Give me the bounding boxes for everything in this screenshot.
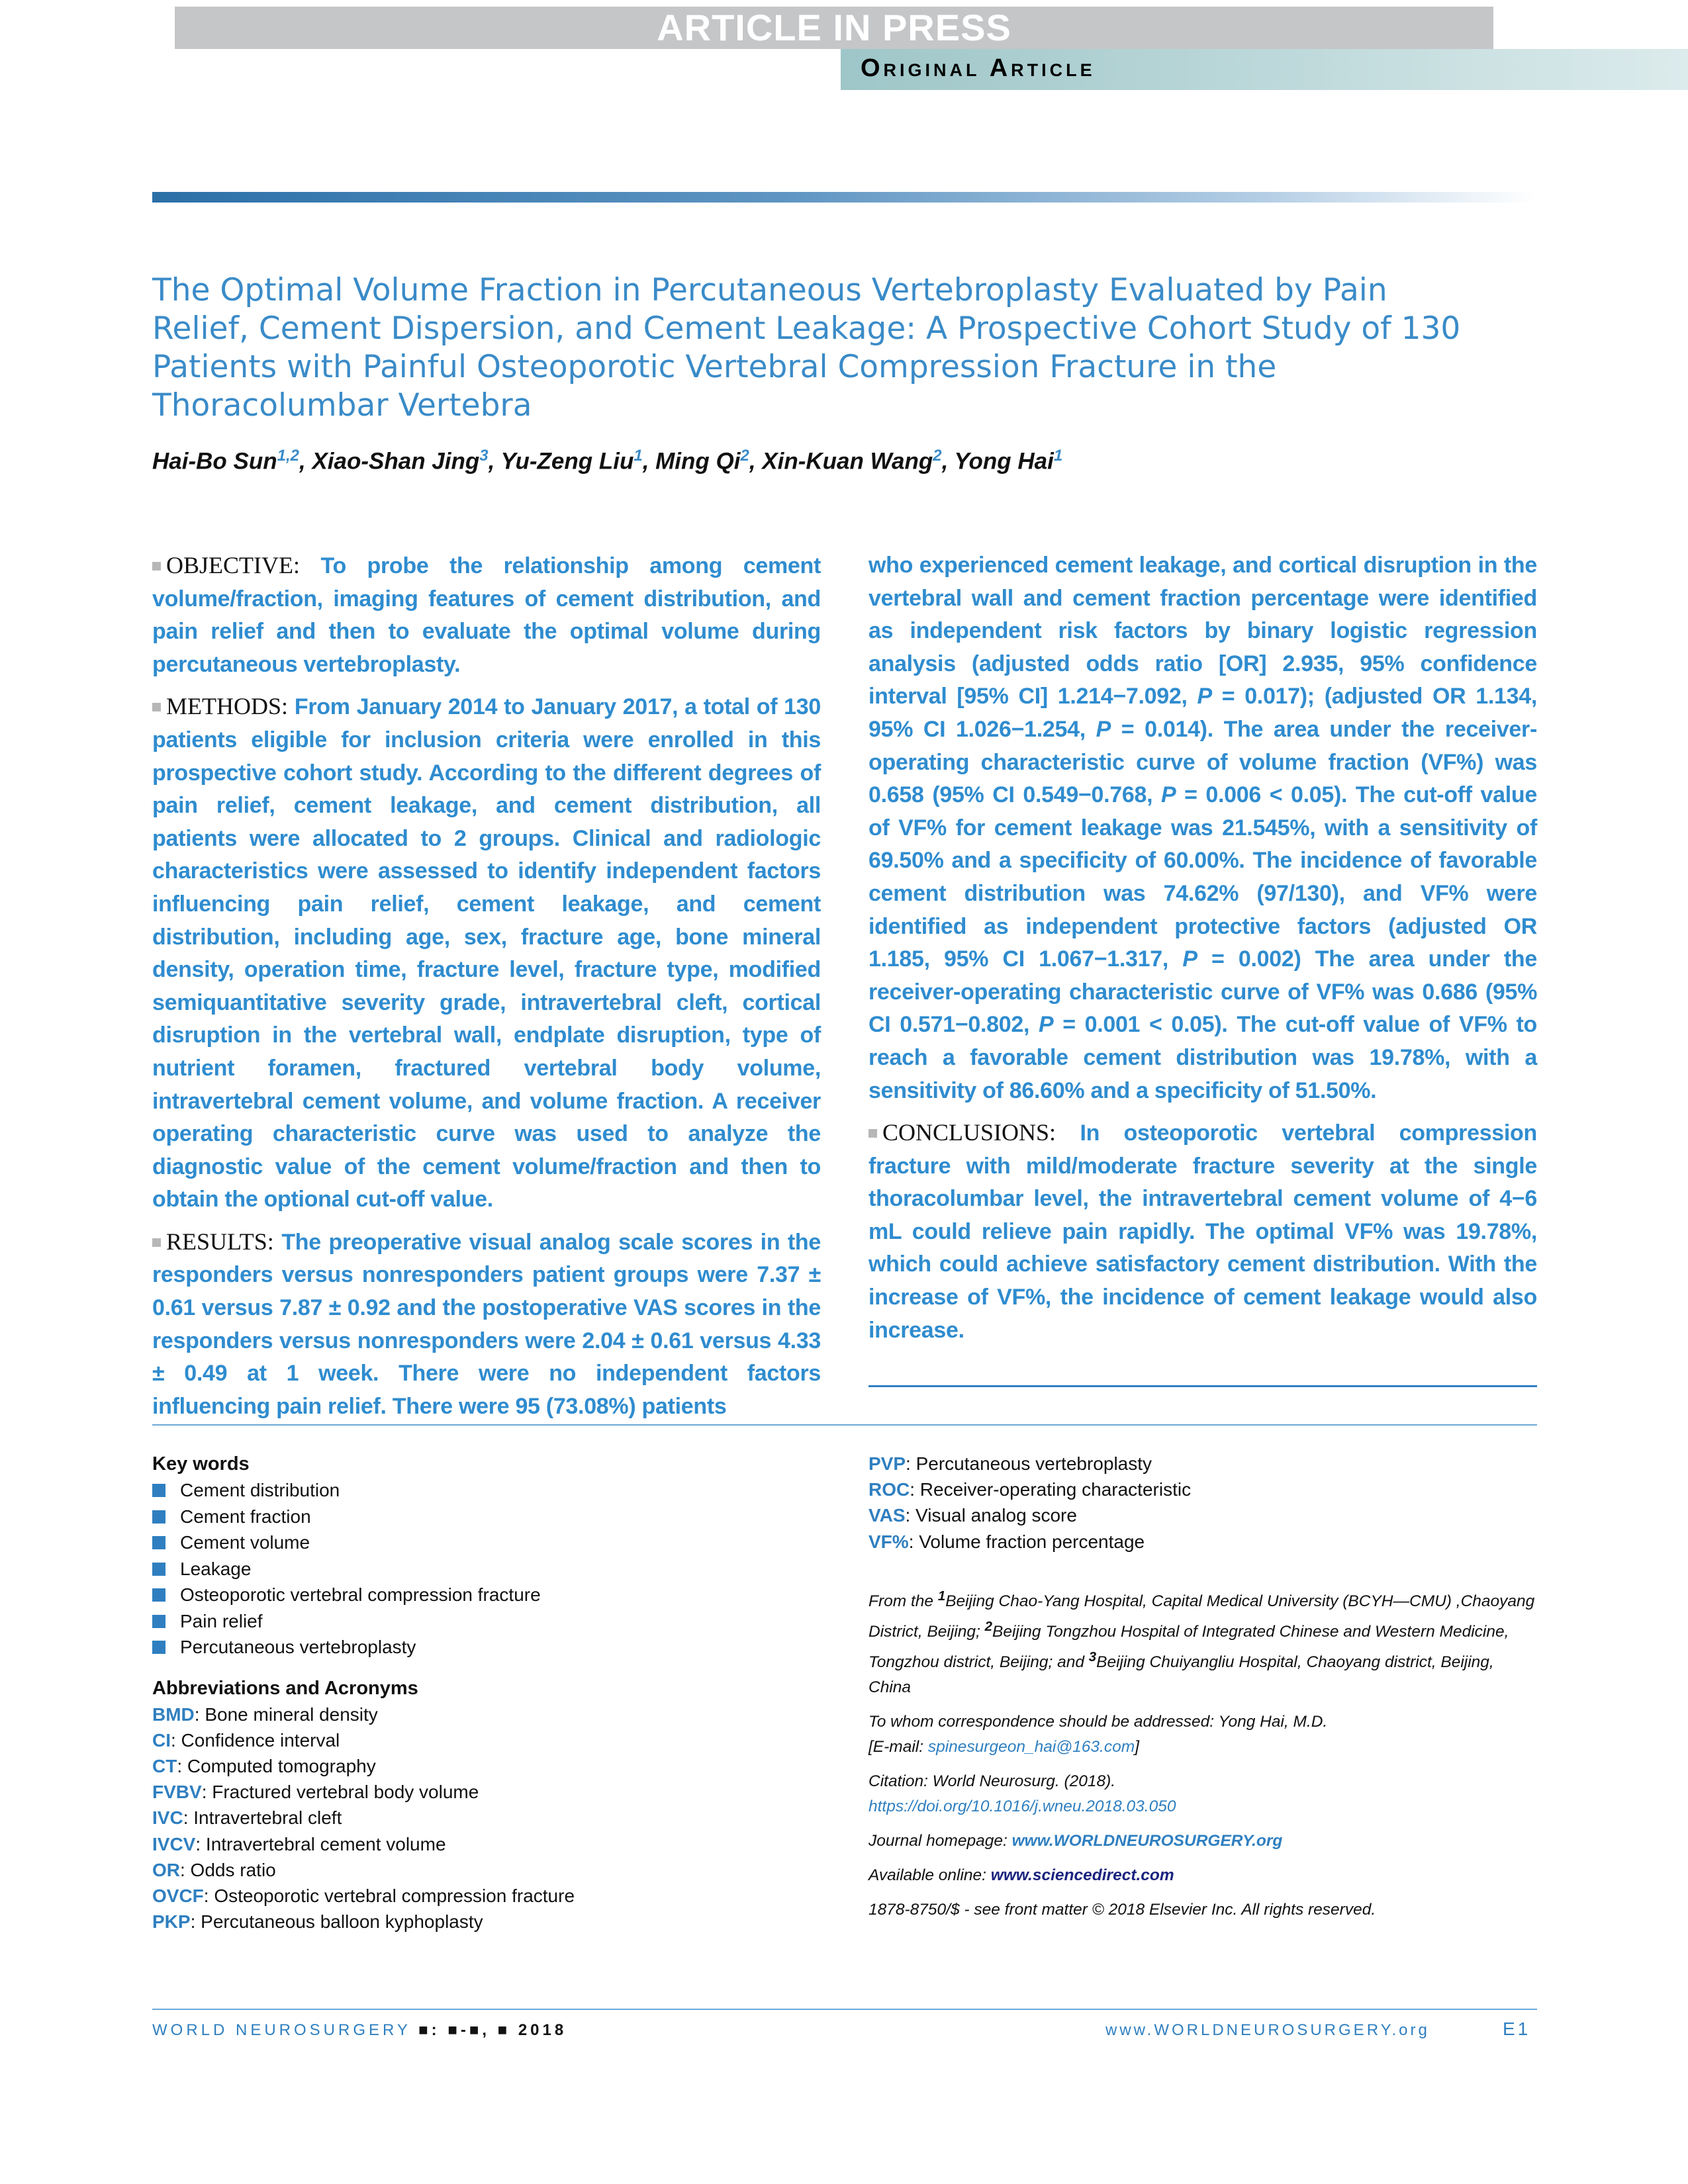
header-rule — [152, 192, 1536, 203]
abbreviation-value: : Percutaneous balloon kyphoplasty — [190, 1911, 483, 1933]
author-affiliation: 1 — [1053, 447, 1063, 465]
keyword-item — [152, 1582, 814, 1608]
bullet-square-icon — [152, 1615, 165, 1628]
issue-info: ■: ■-■, ■ 2018 — [418, 2021, 567, 2039]
abbreviation-item — [152, 1883, 814, 1909]
keyword-item — [152, 1556, 814, 1582]
results-text: = 0.014). The area under the receiver-operating characteristic curve of volume fraction (VF%) was 0.658 (95% CI 0.549−0.768, — [868, 716, 1537, 808]
email-prefix: [E-mail: — [868, 1738, 924, 1756]
keywords-heading: Key words — [152, 1453, 250, 1475]
p-symbol: P — [1182, 946, 1197, 972]
abbreviation-key: VF% — [868, 1531, 909, 1552]
abbreviation-key: IVCV — [152, 1833, 196, 1854]
citation-note — [868, 1769, 1537, 1819]
abbreviation-value: : Intravertebral cleft — [183, 1807, 342, 1829]
keyword-item — [152, 1608, 814, 1635]
abbreviation-key: CI — [152, 1729, 171, 1751]
results-label: RESULTS: — [166, 1228, 274, 1255]
abbreviation-key: PKP — [152, 1911, 191, 1933]
abbreviation-value: : Receiver-operating characteristic — [910, 1479, 1192, 1500]
objective-label: OBJECTIVE: — [166, 552, 300, 578]
abbreviation-value: : Visual analog score — [905, 1505, 1077, 1526]
affiliation-number: 1 — [937, 1588, 946, 1604]
abbreviation-key: OR — [152, 1859, 180, 1880]
author-affiliation: 1 — [633, 447, 643, 465]
abbreviation-item — [152, 1831, 814, 1857]
footer-site[interactable]: www.WORLDNEUROSURGERY.org — [1105, 2021, 1430, 2039]
abbreviation-value: : Odds ratio — [180, 1859, 276, 1880]
author-affiliation: 2 — [933, 447, 942, 465]
conclusions-label: CONCLUSIONS: — [882, 1119, 1056, 1146]
bullet-square-icon — [868, 1129, 877, 1138]
abbreviation-value: : Volume fraction percentage — [908, 1531, 1145, 1552]
abbreviation-key: IVC — [152, 1807, 183, 1829]
objective-text: To probe the relationship among cement volume/fraction, imaging features of cement distribution, and pain relief and then to evaluate the optimal volume during percutaneous vertebroplasty. — [152, 553, 821, 677]
abstract-methods — [152, 690, 821, 1216]
abbreviation-value: : Fractured vertebral body volume — [201, 1782, 479, 1803]
abbreviation-key: OVCF — [152, 1885, 204, 1906]
results-text: who experienced cement leakage, and cortical disruption in the vertebral wall and cement fraction percentage were identified as independent risk factors by binary logistic regression analysis (adjusted odds ratio [OR] 2.935, 95% confidence interval [95% CI] 1.214−7.092, — [868, 553, 1537, 709]
abbreviation-key: FVBV — [152, 1782, 202, 1803]
abbreviation-value: : Confidence interval — [171, 1729, 340, 1751]
author: Hai-Bo Sun — [152, 448, 277, 475]
abbreviation-item — [152, 1727, 814, 1753]
bullet-square-icon — [152, 1510, 165, 1524]
p-symbol: P — [1096, 716, 1111, 742]
article-in-press-banner: ARTICLE IN PRESS — [175, 7, 1493, 49]
section-label: Original Article — [861, 54, 1096, 82]
abbreviation-key: PVP — [868, 1453, 906, 1474]
abbreviation-item — [868, 1502, 1537, 1528]
affiliation-text: Beijing Chuiyangliu Hospital, Chaoyang district, Beijing, China — [868, 1653, 1494, 1697]
page-number: E1 — [1503, 2019, 1531, 2039]
abstract-results — [152, 1226, 821, 1424]
abbreviation-value: : Osteoporotic vertebral compression fracture — [203, 1885, 575, 1906]
bullet-square-icon — [152, 1641, 165, 1654]
abbreviation-key: BMD — [152, 1704, 195, 1725]
abbreviations-footnotes — [868, 1451, 1537, 1932]
affiliation-text: Beijing Tongzhou Hospital of Integrated Chinese and Western Medicine, Tongzhou district, Beijing; and — [868, 1623, 1509, 1672]
doi-link[interactable]: https://doi.org/10.1016/j.wneu.2018.03.050 — [868, 1797, 1176, 1816]
available-note — [868, 1863, 1537, 1888]
abstract-left-column — [152, 549, 821, 1432]
correspondence-note — [868, 1709, 1537, 1760]
author: Ming Qi — [655, 448, 741, 475]
bullet-square-icon — [152, 1588, 165, 1602]
results-text: The preoperative visual analog scale scores in the responders versus nonresponders patient groups were 7.37 ± 0.61 versus 7.87 ± 0.92 and the postoperative VAS scores in the responders versus nonresponders were 2.04 ± 0.61 versus 4.33 ± 0.49 at 1 week. There were no independent factors influencing pain relief. There were 95 (73.08%) patients — [152, 1229, 821, 1419]
author-affiliation: 2 — [740, 447, 749, 465]
abstract-results-continued — [868, 549, 1537, 1107]
methods-label: METHODS: — [166, 693, 289, 720]
footer-rule — [152, 2009, 1537, 2010]
abbreviation-item — [152, 1857, 814, 1883]
keyword-text: Osteoporotic vertebral compression fracture — [180, 1584, 541, 1605]
keyword-text: Pain relief — [180, 1610, 263, 1631]
bullet-square-icon — [152, 1484, 165, 1497]
abbreviation-item — [152, 1702, 814, 1727]
author-list — [152, 439, 1476, 478]
abbreviation-item — [152, 1909, 814, 1934]
abbreviation-item — [152, 1753, 814, 1779]
p-symbol: P — [1038, 1012, 1054, 1038]
author-separator: , — [749, 448, 763, 475]
abbreviation-value: : Computed tomography — [177, 1755, 376, 1776]
abstract-objective — [152, 549, 821, 681]
author-separator: , — [488, 448, 501, 475]
keyword-list — [152, 1477, 814, 1661]
homepage-link[interactable]: www.WORLDNEUROSURGERY.org — [1011, 1832, 1283, 1850]
abbreviation-item — [868, 1451, 1537, 1477]
abbreviation-item — [868, 1477, 1537, 1502]
keyword-item — [152, 1529, 814, 1556]
abbreviations-heading: Abbreviations and Acronyms — [152, 1677, 418, 1699]
author: Xin-Kuan Wang — [762, 448, 933, 475]
keywords-abbreviations — [152, 1451, 814, 1934]
results-text: = 0.002) The area under the receiver-operating characteristic curve of VF% was 0.686 (95% CI 0.571−0.802, — [868, 946, 1537, 1038]
abstract-right-column — [868, 549, 1537, 1356]
affiliation-number: 2 — [984, 1619, 992, 1634]
email-suffix: ] — [1135, 1738, 1139, 1756]
citation-text: Citation: World Neurosurg. (2018). — [868, 1772, 1116, 1791]
results-text: = 0.001 < 0.05). The cut-off value of VF% to reach a favorable cement distribution was 19.78%, with a sensitivity of 86.60% and a specificity of 51.50%. — [868, 1012, 1537, 1103]
abbreviation-item — [868, 1529, 1537, 1555]
keyword-text: Cement fraction — [180, 1506, 311, 1527]
sciencedirect-link[interactable]: www.sciencedirect.com — [990, 1866, 1174, 1885]
p-symbol: P — [1197, 684, 1212, 709]
keyword-text: Cement distribution — [180, 1480, 340, 1500]
homepage-label: Journal homepage: — [868, 1832, 1008, 1850]
keyword-text: Leakage — [180, 1558, 252, 1579]
abstract-end-rule — [868, 1385, 1537, 1387]
abbreviation-key: CT — [152, 1755, 177, 1776]
results-text: = 0.017); (adjusted OR 1.134, 95% CI 1.026−1.254, — [868, 684, 1537, 742]
author-separator: , — [941, 448, 955, 475]
abbreviation-value: : Intravertebral cement volume — [195, 1833, 446, 1854]
author-separator: , — [299, 448, 312, 475]
keyword-item — [152, 1477, 814, 1504]
abstract-conclusions — [868, 1116, 1537, 1347]
abbreviation-key: VAS — [868, 1505, 906, 1526]
keyword-item — [152, 1504, 814, 1530]
article-title: The Optimal Volume Fraction in Percutaneous Vertebroplasty Evaluated by Pain Relief, Cement Dispersion, and Cement Leakage: A Prospective Cohort Study of 130 Patients with Painful Osteoporotic Vertebral Compression Fracture in the Thoracolumbar Vertebra — [152, 272, 1461, 424]
journal-name: WORLD NEUROSURGERY — [152, 2021, 411, 2039]
email-link[interactable]: spinesurgeon_hai@163.com — [927, 1738, 1135, 1756]
abbreviation-item — [152, 1779, 814, 1805]
keyword-text: Cement volume — [180, 1532, 310, 1553]
affiliation-text: Beijing Chao-Yang Hospital, Capital Medical University (BCYH—CMU) ,Chaoyang District, Beijing; — [868, 1592, 1535, 1641]
author: Yu-Zeng Liu — [500, 448, 634, 475]
section-divider — [152, 1424, 1537, 1426]
author-affiliation: 1,2 — [277, 447, 299, 465]
results-text: = 0.006 < 0.05). The cut-off value of VF% for cement leakage was 21.545%, with a sensitivity of 69.50% and a specificity of 60.00%. The incidence of favorable cement distribution was 74.62% (97/130), and VF% were identified as independent protective factors (adjusted OR 1.185, 95% CI 1.067−1.317, — [868, 782, 1538, 972]
affiliations-note — [868, 1584, 1537, 1700]
author: Xiao-Shan Jing — [312, 448, 480, 475]
affiliation-number: 3 — [1088, 1650, 1097, 1665]
from-prefix: From the — [868, 1592, 934, 1610]
bullet-square-icon — [152, 1563, 165, 1576]
p-symbol: P — [1160, 782, 1176, 808]
abbreviation-key: ROC — [868, 1479, 910, 1500]
author: Yong Hai — [954, 448, 1054, 475]
homepage-note — [868, 1829, 1537, 1854]
copyright-note: 1878-8750/$ - see front matter © 2018 Elsevier Inc. All rights reserved. — [868, 1901, 1376, 1919]
bullet-square-icon — [152, 1238, 161, 1247]
bullet-square-icon — [152, 562, 161, 570]
methods-text: From January 2014 to January 2017, a total of 130 patients eligible for inclusion criteria were enrolled in this prospective cohort study. According to the different degrees of pain relief, cement leakage, and cement distribution, all patients were allocated to 2 groups. Clinical and radiologic characteristics were assessed to identify independent factors influencing pain relief, cement leakage, and cement distribution, including age, sex, fracture age, bone mineral density, operation time, fracture level, fracture type, modified semiquantitative severity grade, intravertebral cleft, cortical disruption in the vertebral wall, endplate disruption, type of nutrient foramen, fractured vertebral body volume, intravertebral cement volume, and volume fraction. A receiver operating characteristic curve was used to analyze the diagnostic value of the cement volume/fraction and then to obtain the optional cut-off value. — [152, 694, 821, 1212]
available-label: Available online: — [868, 1866, 986, 1885]
abbreviation-value: : Percutaneous vertebroplasty — [906, 1453, 1152, 1474]
abbreviation-value: : Bone mineral density — [194, 1704, 378, 1725]
correspondence-text: To whom correspondence should be addressed: Yong Hai, M.D. — [868, 1713, 1328, 1731]
keyword-text: Percutaneous vertebroplasty — [180, 1637, 416, 1657]
footer-journal — [152, 2019, 567, 2042]
abbreviation-item — [152, 1805, 814, 1831]
keyword-item — [152, 1634, 814, 1661]
bullet-square-icon — [152, 703, 161, 711]
author-separator: , — [642, 448, 656, 475]
bullet-square-icon — [152, 1536, 165, 1549]
author-affiliation: 3 — [479, 447, 489, 465]
conclusions-text: In osteoporotic vertebral compression fracture with mild/moderate fracture severity at the single thoracolumbar level, the intravertebral cement volume of 4−6 mL could relieve pain rapidly. The optimal VF% was 19.78%, which could achieve satisfactory cement distribution. With the increase of VF%, the incidence of cement leakage would also increase. — [868, 1120, 1537, 1343]
